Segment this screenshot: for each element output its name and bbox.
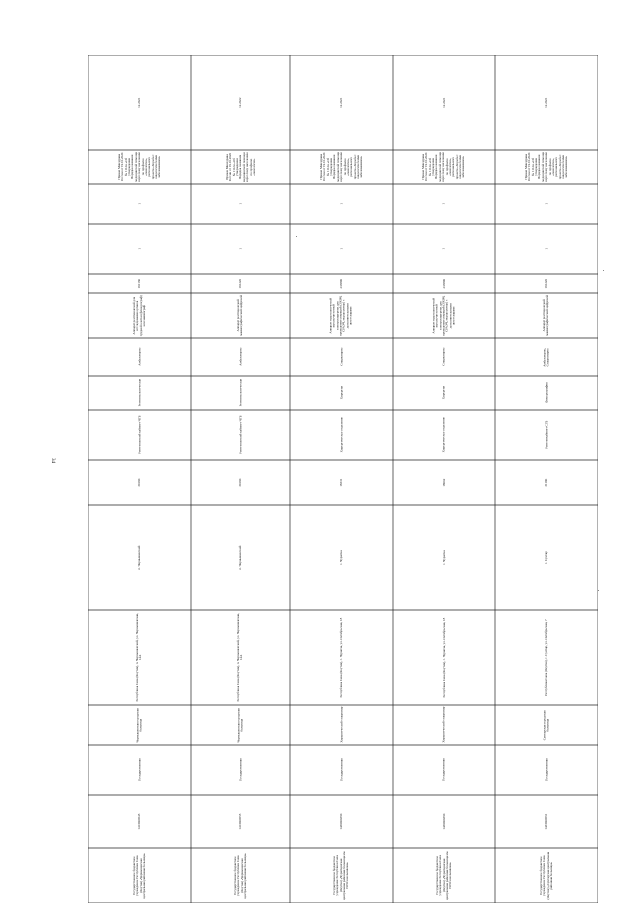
cell-text: Флюорография: [543, 382, 548, 404]
cell-date: [191, 55, 290, 150]
cell-code: [191, 274, 290, 293]
cell-conditions: [191, 338, 290, 376]
cell-equipment: [191, 293, 290, 338]
cell-unit: [88, 376, 191, 410]
cell-text: 233890: [338, 278, 343, 289]
cell-text: Республика Саха (Якутия), с. Чурапча, ул. Октябрьская, 18: [338, 617, 343, 698]
cell-name: [290, 848, 393, 903]
cell-text: 1: [338, 203, 343, 205]
cell-text: Республика Саха (Якутия), с. Чурапча, ул. Октябрьская, 18: [441, 617, 446, 698]
cell-text: Рентгенологическая: [136, 379, 141, 407]
cell-branch: [393, 705, 495, 745]
cell-locality: [88, 505, 191, 610]
cell-equipment: [88, 293, 191, 338]
cell-text: Приказ Минздрава России от 19.10.2020 № 1112н «Об утверждении Порядка оказания медицинской помощи взрослому населению по профилю «онкология», регионального проекта «Борьба с онкологическими заболеваниями»: [421, 152, 466, 182]
cell-text: Хирургический стационар: [441, 706, 446, 743]
cell-oktmo: [290, 460, 393, 505]
cell-date: [393, 55, 495, 150]
cell-address: [495, 610, 598, 705]
cell-text: 31090: [237, 478, 242, 487]
cell-conditions: [393, 338, 495, 376]
cell-name: [393, 848, 495, 903]
cell-basis: [495, 150, 598, 184]
cell-ownership: [191, 745, 290, 795]
cell-text: 1: [543, 248, 548, 250]
cell-equipment: [393, 293, 495, 338]
cell-qty_b: [191, 184, 290, 224]
cell-text: 12.2021: [136, 97, 141, 108]
cell-text: Стационарно: [338, 348, 343, 366]
cell-text: Рентгеновский кабинет ЧГБ: [237, 415, 242, 455]
cell-text: Аппарат эндоскопической высокочастотной электрохирургии для проведения операций (ЭХВЧ, СРАЭЧ, морцеллятор) с дополнительными аксессуарами: [328, 295, 353, 336]
cell-qty_a: [88, 224, 191, 274]
cell-text: Государственное бюджетное учреждение Республики Саха (Якутия) «Чурапчинская центральная районная больница им. П.Н.Сокольникова»: [332, 850, 350, 901]
cell-text: Государственная: [441, 758, 446, 782]
cell-department: [290, 410, 393, 460]
cell-code: [393, 274, 495, 293]
cell-name: [191, 848, 290, 903]
cell-qty_a: [191, 224, 290, 274]
cell-name: [88, 848, 191, 903]
cell-code: [290, 274, 393, 293]
cell-text: 1: [136, 203, 141, 205]
cell-text: Аппарат рентгеновский для исследования органов грудной клетки (флюорограф) или маммограф: [131, 295, 146, 336]
cell-text: 1: [543, 203, 548, 205]
cell-text: 12.2021: [543, 97, 548, 108]
cell-qty_b: [393, 184, 495, 224]
cell-equipment: [495, 293, 598, 338]
cell-unit: [191, 376, 290, 410]
cell-qty_b: [290, 184, 393, 224]
cell-text: 18331: [338, 478, 343, 487]
cell-text: 1430000360: [338, 813, 343, 830]
cell-text: 12.2022: [237, 97, 242, 108]
cell-text: с. Чурапча: [441, 550, 446, 565]
cell-text: 1413000545: [136, 813, 141, 830]
cell-department: [393, 410, 495, 460]
cell-branch: [88, 705, 191, 745]
cell-text: 1433000561: [543, 813, 548, 830]
cell-locality: [393, 505, 495, 610]
cell-department: [495, 410, 598, 460]
cell-text: Стационарно: [441, 348, 446, 366]
cell-branch: [290, 705, 393, 745]
cell-locality: [495, 505, 598, 610]
cell-text: Приказ Минздрава России от 19.10.2020 № 1112н «Об утверждении Порядка оказания медицинской помощи взрослому населению по профилю «онкология»: [224, 152, 256, 182]
cell-oktmo: [191, 460, 290, 505]
cell-text: 18002: [441, 478, 446, 487]
cell-unit: [393, 376, 495, 410]
cell-qty_b: [88, 184, 191, 224]
cell-text: Государственное бюджетное учреждение Республики Саха (Якутия) «Чернышевская центральная районная больница»: [131, 852, 146, 899]
cell-text: Аппарат эндоскопической высокочастотной электрохирургии для проведения операций (ЭХВЧ, СРАЭЧ, морцеллятор) с дополнительными аксессуарами: [431, 295, 456, 336]
cell-text: Государственная: [338, 758, 343, 782]
cell-code: [88, 274, 191, 293]
cell-inn: [290, 795, 393, 848]
cell-department: [88, 410, 191, 460]
cell-unit: [495, 376, 598, 410]
cell-text: 1: [237, 203, 242, 205]
cell-text: Чернышевская городская больница: [135, 707, 143, 743]
cell-text: Рентгенологическая: [237, 379, 242, 407]
cell-branch: [191, 705, 290, 745]
cell-text: Приказ Минздрава России от 19.10.2020 № 1112н «Об утверждении Порядка оказания медицинской помощи взрослому населению по профилю «онкология», регионального проекта «Борьба с онкологическими заболеваниями»: [318, 152, 363, 182]
cell-text: Сунтарская городская больница: [542, 710, 550, 740]
scan-speck: [603, 270, 604, 271]
cell-text: Хирургическое отделение: [338, 417, 343, 453]
cell-text: 191160: [136, 278, 141, 289]
cell-date: [88, 55, 191, 150]
cell-address: [88, 610, 191, 705]
cell-text: Чернышевская городская больница: [236, 707, 244, 743]
cell-code: [495, 274, 598, 293]
cell-oktmo: [495, 460, 598, 505]
cell-equipment: [290, 293, 393, 338]
cell-text: 31090: [136, 478, 141, 487]
cell-basis: [393, 150, 495, 184]
cell-text: Хирургия: [441, 386, 446, 400]
cell-text: Республика Саха (Якутия), п. Чернышевский, ул. Чернышевская, 14А: [236, 613, 244, 702]
cell-address: [290, 610, 393, 705]
cell-text: Рентгеновский кабинет ЧГБ: [136, 415, 141, 455]
page-number: 34: [50, 458, 55, 463]
cell-inn: [88, 795, 191, 848]
cell-ownership: [495, 745, 598, 795]
cell-inn: [495, 795, 598, 848]
cell-oktmo: [393, 460, 495, 505]
cell-locality: [290, 505, 393, 610]
cell-text: Приказ Минздрава России от 19.10.2020 № 1112н «Об утверждении Порядка оказания медицинской помощи взрослому населению по профилю «онкология», регионального проекта «Борьба с онкологическими заболеваниями»: [116, 152, 161, 182]
cell-text: Амбулаторно, Стационарно: [542, 347, 550, 367]
cell-text: с. Сунтар: [543, 551, 548, 564]
cell-text: Государственная: [136, 758, 141, 782]
cell-text: 1: [136, 248, 141, 250]
cell-text: 233890: [441, 278, 446, 289]
cell-address: [191, 610, 290, 705]
cell-text: п. Чернышевский: [237, 545, 242, 570]
cell-conditions: [88, 338, 191, 376]
cell-department: [191, 410, 290, 460]
cell-basis: [88, 150, 191, 184]
cell-text: Рентгенкабинет СГБ: [543, 421, 548, 449]
cell-text: Государственная: [237, 758, 242, 782]
cell-text: 31190: [543, 478, 548, 487]
cell-branch: [495, 705, 598, 745]
cell-text: Государственное бюджетное учреждение Республики Саха (Якутия) «Сунтарская центральная районная больница»: [538, 851, 553, 900]
cell-text: Амбулаторно: [136, 347, 141, 367]
cell-ownership: [393, 745, 495, 795]
scan-speck: [598, 590, 599, 591]
cell-text: Аппарат рентгеновский маммографический цифровой: [236, 295, 244, 336]
cell-qty_b: [495, 184, 598, 224]
cell-locality: [191, 505, 290, 610]
cell-basis: [290, 150, 393, 184]
cell-text: 1: [237, 248, 242, 250]
cell-text: Хирургическое отделение: [441, 417, 446, 453]
cell-text: Приказ Минздрава России от 19.10.2020 № 1112н «Об утверждении Порядка оказания медицинской помощи взрослому населению по профилю «онкология», регионального проекта «Борьба с онкологическими заболеваниями»: [523, 152, 568, 182]
cell-text: Государственное бюджетное учреждение Республики Саха (Якутия) «Чурапчинская центральная районная больница им. П.Н.Сокольникова»: [434, 850, 453, 901]
cell-text: Республика Саха (Якутия), с. Сунтар, ул. Октябрьская, 7: [543, 619, 548, 696]
cell-date: [495, 55, 598, 150]
cell-ownership: [88, 745, 191, 795]
cell-conditions: [495, 338, 598, 376]
cell-inn: [393, 795, 495, 848]
cell-text: 1: [441, 203, 446, 205]
cell-text: 12.2021: [441, 97, 446, 108]
cell-text: Государственное бюджетное учреждение Республики Саха (Якутия) «Чернышевская центральная районная больница»: [232, 852, 247, 899]
cell-address: [393, 610, 495, 705]
cell-qty_a: [290, 224, 393, 274]
cell-text: 191220: [237, 278, 242, 289]
cell-unit: [290, 376, 393, 410]
cell-text: 1: [338, 248, 343, 250]
cell-text: 1430000360: [441, 813, 446, 830]
cell-text: Республика Саха (Якутия), п. Чернышевский, ул. Чернышевская, 14А: [135, 613, 143, 702]
cell-text: Аппарат рентгеновский маммографический цифровой: [542, 295, 550, 336]
cell-name: [495, 848, 598, 903]
cell-text: 191220: [543, 278, 548, 289]
cell-inn: [191, 795, 290, 848]
cell-text: Хирургический стационар: [338, 706, 343, 743]
cell-qty_a: [393, 224, 495, 274]
cell-text: Хирургия: [338, 386, 343, 400]
cell-text: Государственная: [543, 758, 548, 782]
cell-ownership: [290, 745, 393, 795]
cell-text: 1413000555: [237, 813, 242, 830]
cell-text: 12.2021: [338, 97, 343, 108]
cell-text: Амбулаторно: [237, 347, 242, 367]
cell-text: 1: [441, 248, 446, 250]
cell-conditions: [290, 338, 393, 376]
cell-basis: [191, 150, 290, 184]
cell-text: с. Чурапча: [338, 550, 343, 565]
cell-oktmo: [88, 460, 191, 505]
cell-qty_a: [495, 224, 598, 274]
cell-date: [290, 55, 393, 150]
cell-text: п. Чернышевский: [136, 545, 141, 570]
